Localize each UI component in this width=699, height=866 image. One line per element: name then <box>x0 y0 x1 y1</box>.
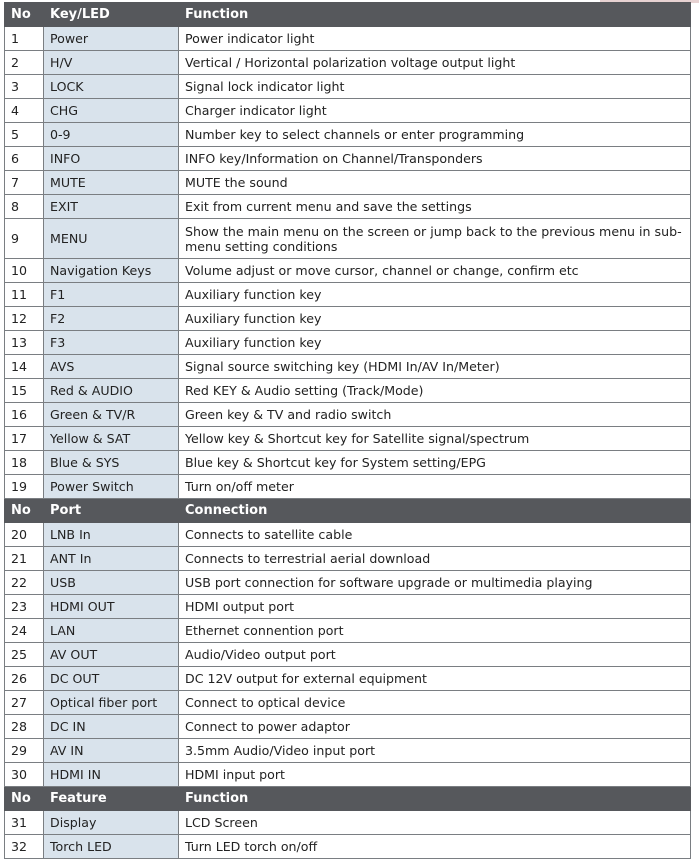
row-number: 14 <box>5 355 44 379</box>
table-row <box>5 331 691 355</box>
row-description: Connects to satellite cable <box>179 523 691 547</box>
row-number: 27 <box>5 691 44 715</box>
row-number: 20 <box>5 523 44 547</box>
table-row <box>5 259 691 283</box>
row-number: 2 <box>5 51 44 75</box>
row-number: 16 <box>5 403 44 427</box>
row-description: Auxiliary function key <box>179 283 691 307</box>
row-number: 23 <box>5 595 44 619</box>
row-name: LAN <box>44 619 179 643</box>
row-description: Turn LED torch on/off <box>179 835 691 859</box>
row-description: Connects to terrestrial aerial download <box>179 547 691 571</box>
row-description: Vertical / Horizontal polarization voltage output light <box>179 51 691 75</box>
key-port-feature-table <box>4 2 691 859</box>
row-name: Display <box>44 811 179 835</box>
row-number: 19 <box>5 475 44 499</box>
row-description: Power indicator light <box>179 27 691 51</box>
header-function: Function <box>179 787 691 811</box>
row-name: LNB In <box>44 523 179 547</box>
header-name: Port <box>44 499 179 523</box>
row-name: Blue & SYS <box>44 451 179 475</box>
row-number: 13 <box>5 331 44 355</box>
row-name: AV OUT <box>44 643 179 667</box>
table-row <box>5 835 691 859</box>
row-description: Signal lock indicator light <box>179 75 691 99</box>
row-description: MUTE the sound <box>179 171 691 195</box>
row-number: 30 <box>5 763 44 787</box>
header-name: Key/LED <box>44 3 179 27</box>
row-number: 32 <box>5 835 44 859</box>
row-number: 28 <box>5 715 44 739</box>
table-row <box>5 75 691 99</box>
row-number: 21 <box>5 547 44 571</box>
table-row <box>5 51 691 75</box>
row-description: Charger indicator light <box>179 99 691 123</box>
row-description: Turn on/off meter <box>179 475 691 499</box>
row-description: Auxiliary function key <box>179 307 691 331</box>
row-name: AV IN <box>44 739 179 763</box>
row-description: Green key & TV and radio switch <box>179 403 691 427</box>
table-row <box>5 691 691 715</box>
table-row <box>5 427 691 451</box>
table-row <box>5 763 691 787</box>
row-name: Red & AUDIO <box>44 379 179 403</box>
table-row <box>5 523 691 547</box>
row-description: Number key to select channels or enter programming <box>179 123 691 147</box>
row-number: 7 <box>5 171 44 195</box>
table-row <box>5 219 691 259</box>
row-description: Signal source switching key (HDMI In/AV In/Meter) <box>179 355 691 379</box>
header-function: Function <box>179 3 691 27</box>
row-description: LCD Screen <box>179 811 691 835</box>
header-no: No <box>5 499 44 523</box>
row-number: 17 <box>5 427 44 451</box>
row-name: DC OUT <box>44 667 179 691</box>
row-name: AVS <box>44 355 179 379</box>
row-number: 11 <box>5 283 44 307</box>
row-number: 6 <box>5 147 44 171</box>
row-name: F3 <box>44 331 179 355</box>
table-row <box>5 355 691 379</box>
row-number: 18 <box>5 451 44 475</box>
row-description: Connect to power adaptor <box>179 715 691 739</box>
row-name: Power <box>44 27 179 51</box>
table-row <box>5 307 691 331</box>
header-function: Connection <box>179 499 691 523</box>
section-header-row <box>5 787 691 811</box>
row-name: MENU <box>44 219 179 259</box>
table-row <box>5 595 691 619</box>
row-name: INFO <box>44 147 179 171</box>
header-name: Feature <box>44 787 179 811</box>
row-description: Audio/Video output port <box>179 643 691 667</box>
row-name: MUTE <box>44 171 179 195</box>
row-number: 1 <box>5 27 44 51</box>
row-number: 24 <box>5 619 44 643</box>
row-number: 26 <box>5 667 44 691</box>
row-number: 3 <box>5 75 44 99</box>
table-row <box>5 811 691 835</box>
table-row <box>5 195 691 219</box>
row-name: Torch LED <box>44 835 179 859</box>
row-description: Show the main menu on the screen or jump back to the previous menu in sub-menu setting conditions <box>179 219 691 259</box>
row-name: F2 <box>44 307 179 331</box>
row-name: LOCK <box>44 75 179 99</box>
table-row <box>5 739 691 763</box>
row-description: HDMI input port <box>179 763 691 787</box>
row-number: 9 <box>5 219 44 259</box>
table-row <box>5 123 691 147</box>
row-number: 4 <box>5 99 44 123</box>
table-row <box>5 147 691 171</box>
row-name: ANT In <box>44 547 179 571</box>
row-description: 3.5mm Audio/Video input port <box>179 739 691 763</box>
table-row <box>5 171 691 195</box>
row-number: 22 <box>5 571 44 595</box>
table-row <box>5 99 691 123</box>
table-row <box>5 547 691 571</box>
table-row <box>5 619 691 643</box>
table-row <box>5 403 691 427</box>
row-name: Yellow & SAT <box>44 427 179 451</box>
row-description: Red KEY & Audio setting (Track/Mode) <box>179 379 691 403</box>
row-name: USB <box>44 571 179 595</box>
row-description: USB port connection for software upgrade or multimedia playing <box>179 571 691 595</box>
table-row <box>5 667 691 691</box>
row-description: INFO key/Information on Channel/Transponders <box>179 147 691 171</box>
table-row <box>5 715 691 739</box>
row-name: F1 <box>44 283 179 307</box>
row-name: DC IN <box>44 715 179 739</box>
row-number: 31 <box>5 811 44 835</box>
row-description: Exit from current menu and save the settings <box>179 195 691 219</box>
section-header-row <box>5 3 691 27</box>
header-no: No <box>5 3 44 27</box>
row-description: Auxiliary function key <box>179 331 691 355</box>
table-row <box>5 475 691 499</box>
row-number: 15 <box>5 379 44 403</box>
table-row <box>5 283 691 307</box>
row-description: DC 12V output for external equipment <box>179 667 691 691</box>
row-name: HDMI OUT <box>44 595 179 619</box>
header-no: No <box>5 787 44 811</box>
row-name: 0-9 <box>44 123 179 147</box>
row-number: 25 <box>5 643 44 667</box>
row-number: 5 <box>5 123 44 147</box>
row-number: 10 <box>5 259 44 283</box>
table-row <box>5 27 691 51</box>
row-name: HDMI IN <box>44 763 179 787</box>
row-description: Connect to optical device <box>179 691 691 715</box>
row-name: Navigation Keys <box>44 259 179 283</box>
row-description: Volume adjust or move cursor, channel or change, confirm etc <box>179 259 691 283</box>
row-description: HDMI output port <box>179 595 691 619</box>
row-name: Green & TV/R <box>44 403 179 427</box>
row-name: CHG <box>44 99 179 123</box>
table-body <box>5 3 691 859</box>
table-row <box>5 571 691 595</box>
table-row <box>5 643 691 667</box>
row-description: Yellow key & Shortcut key for Satellite signal/spectrum <box>179 427 691 451</box>
row-name: H/V <box>44 51 179 75</box>
row-description: Blue key & Shortcut key for System setting/EPG <box>179 451 691 475</box>
section-header-row <box>5 499 691 523</box>
row-name: Optical fiber port <box>44 691 179 715</box>
row-name: Power Switch <box>44 475 179 499</box>
row-name: EXIT <box>44 195 179 219</box>
row-number: 12 <box>5 307 44 331</box>
row-description: Ethernet connention port <box>179 619 691 643</box>
table-row <box>5 379 691 403</box>
row-number: 29 <box>5 739 44 763</box>
table-row <box>5 451 691 475</box>
row-number: 8 <box>5 195 44 219</box>
